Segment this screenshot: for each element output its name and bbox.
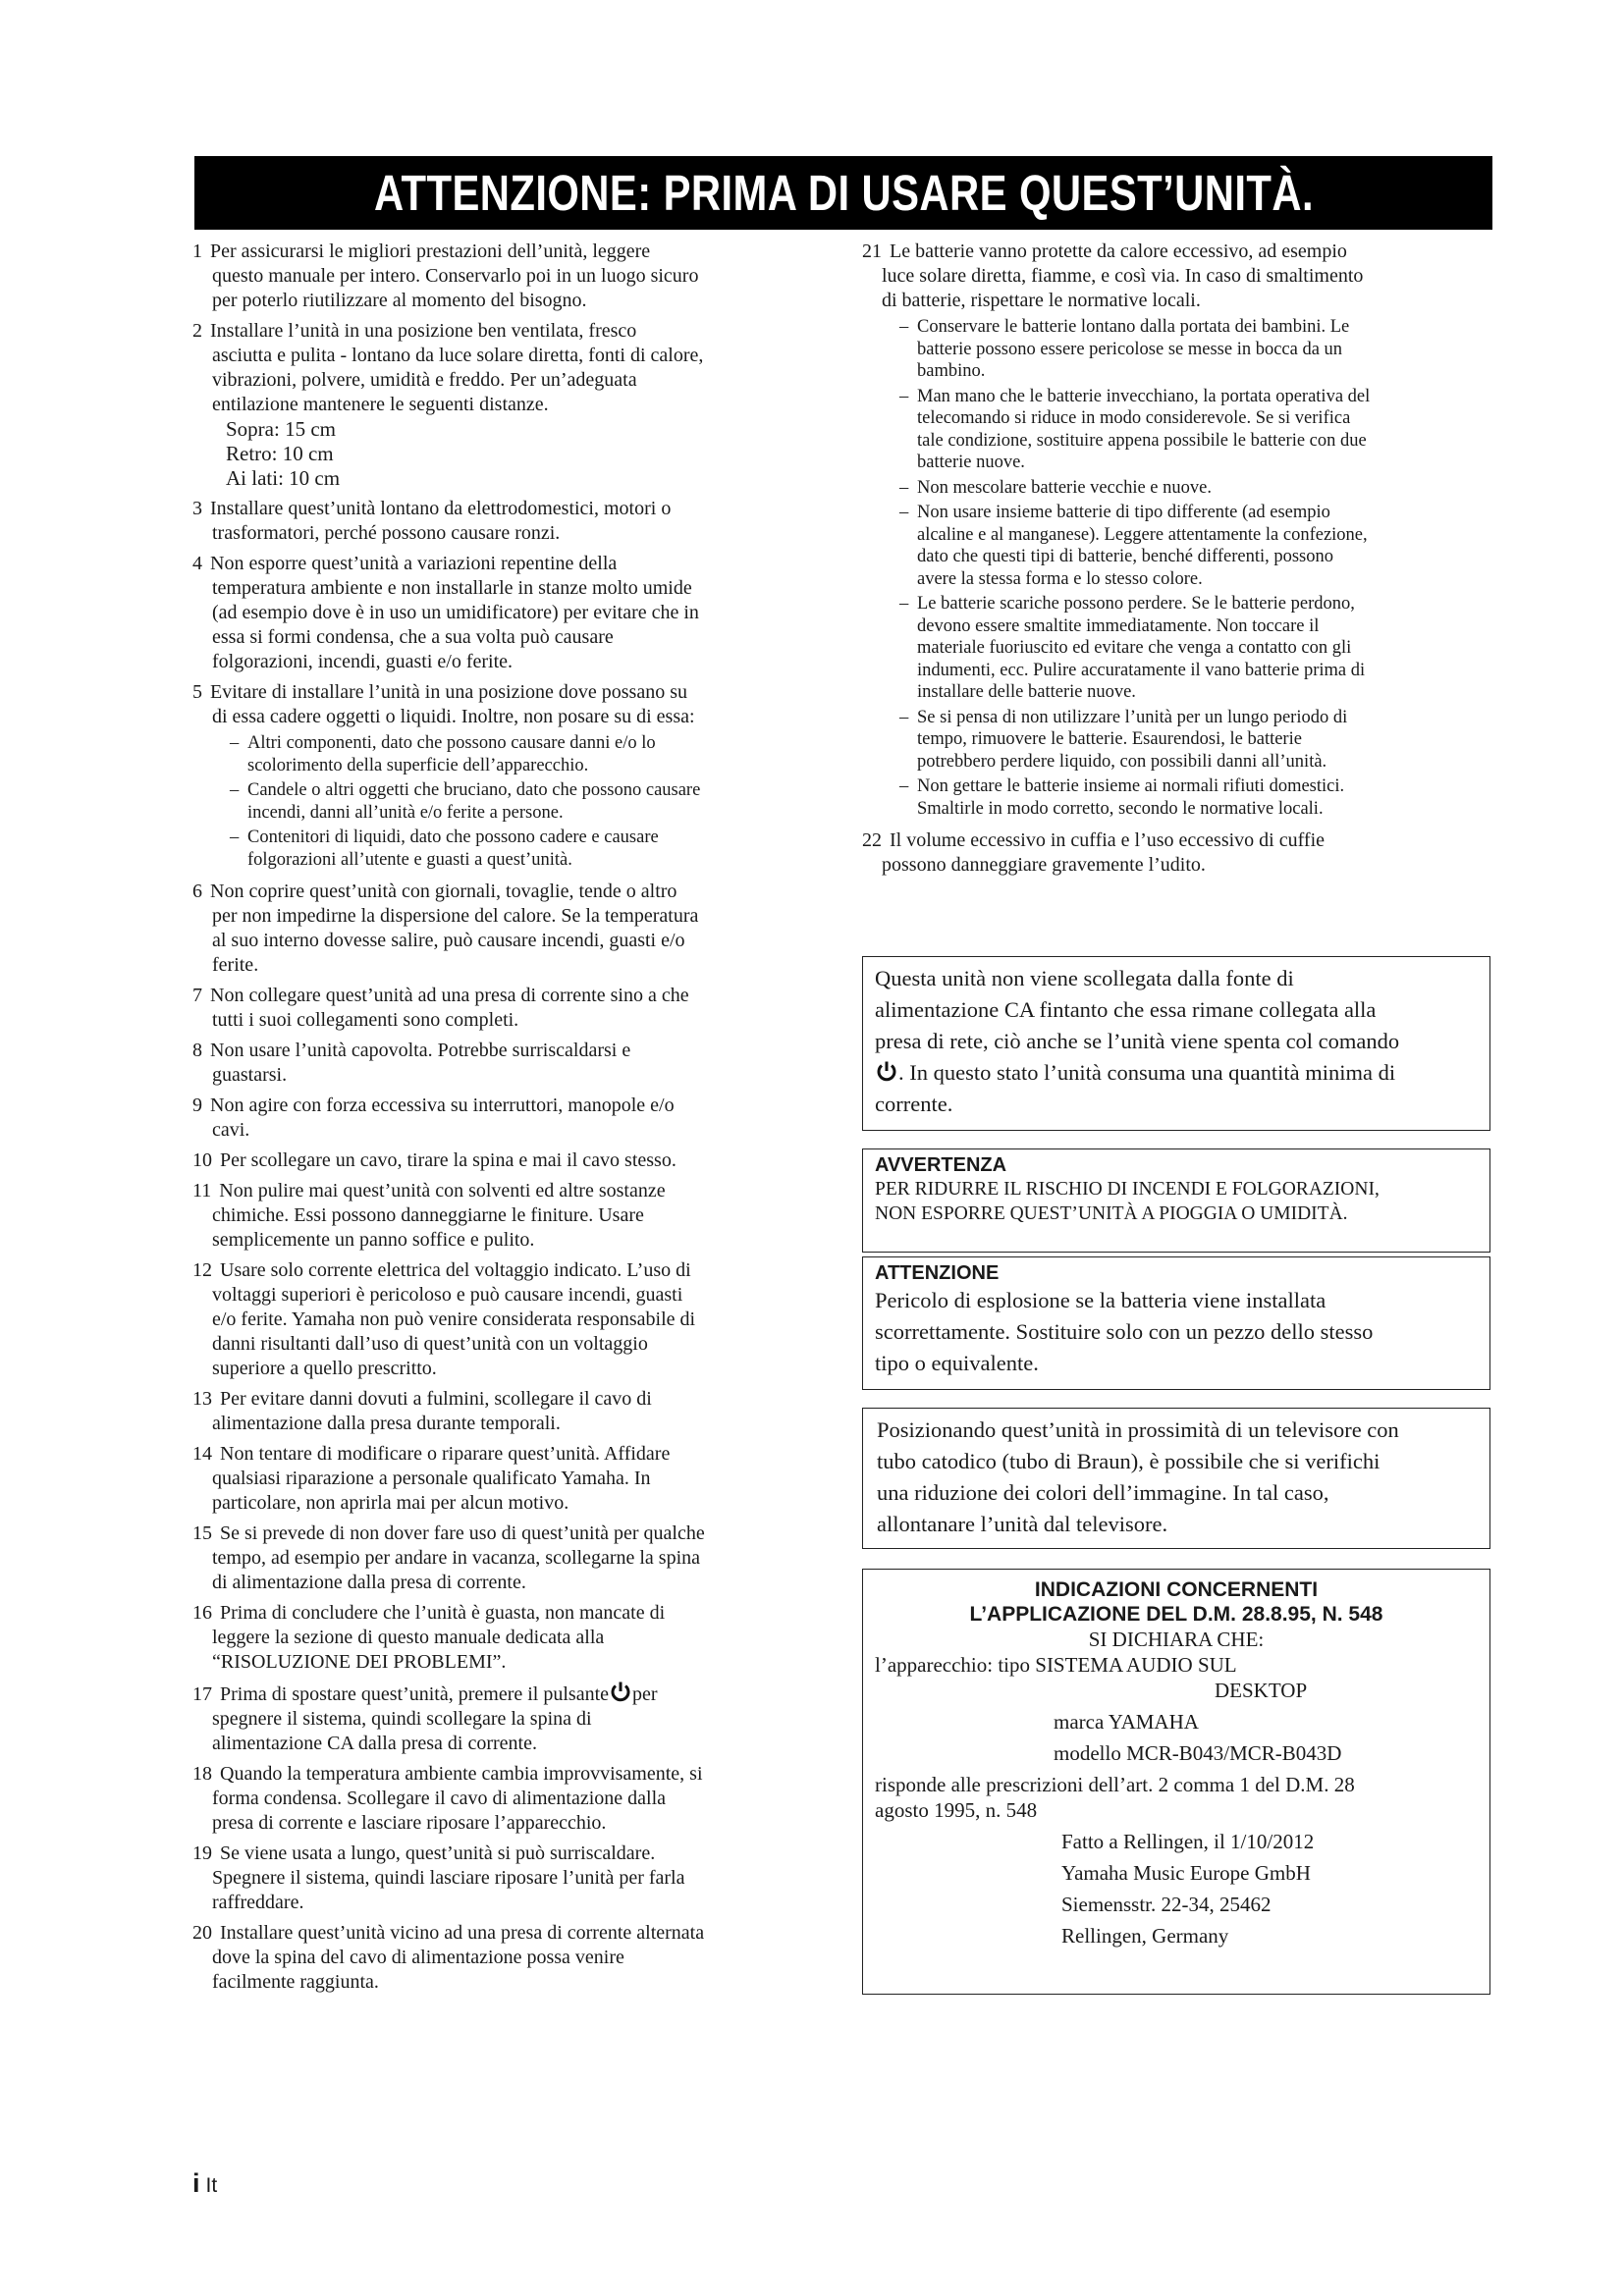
- list-item-number: 21: [862, 240, 882, 262]
- list-item: [192, 1842, 827, 1915]
- list-item-body: [192, 240, 827, 313]
- standby-line-2: alimentazione CA fintanto che essa rimane collegata alla: [875, 997, 1377, 1022]
- page-footer: [192, 2168, 217, 2199]
- list-item-text: Per evitare danni dovuti a fulmini, scollegare il cavo di: [220, 1388, 652, 1410]
- list-item-line: qualsiasi riparazione a personale qualificato Yamaha. In: [212, 1468, 651, 1489]
- list-item-line: [192, 1921, 827, 1946]
- list-item-line: di essa cadere oggetti o liquidi. Inoltre, non posare su di essa:: [212, 706, 695, 727]
- list-item: [192, 552, 827, 674]
- list-item-line: forma condensa. Scollegare il cavo di alimentazione dalla: [212, 1788, 667, 1809]
- list-item-line: questo manuale per intero. Conservarlo poi in un luogo sicuro: [212, 265, 699, 287]
- sub-item-line: scolorimento della superficie dell’apparecchio.: [247, 755, 589, 775]
- list-item-line: [192, 1179, 827, 1203]
- list-item-line: “RISOLUZIONE DEI PROBLEMI”.: [212, 1651, 507, 1673]
- dm-comply-1: risponde alle prescrizioni dell’art. 2 comma 1 del D.M. 28: [875, 1773, 1355, 1796]
- list-item-body: [192, 880, 827, 978]
- list-item-lines: [212, 521, 827, 546]
- list-item-text: Usare solo corrente elettrica del voltaggio indicato. L’uso di: [220, 1259, 691, 1281]
- tv-line-3: una riduzione dei colori dell’immagine. In tal caso,: [877, 1480, 1329, 1505]
- sub-item-line: folgorazioni all’utente e guasti a quest’unità.: [247, 849, 572, 870]
- list-item-number: 8: [192, 1040, 202, 1061]
- tv-line-2: tubo catodico (tubo di Braun), è possibile che si verifichi: [877, 1449, 1380, 1473]
- sub-item-line: Non mescolare batterie vecchie e nuove.: [917, 477, 1212, 498]
- list-item: [192, 1258, 827, 1381]
- list-item-line: trasformatori, perché possono causare ronzi.: [212, 522, 561, 544]
- list-item-line: superiore a quello prescritto.: [212, 1358, 437, 1379]
- list-item-text: Installare quest’unità vicino ad una presa di corrente alternata: [220, 1922, 705, 1944]
- list-item-line: leggere la sezione di questo manuale dedicata alla: [212, 1627, 605, 1648]
- list-item-text: Non agire con forza eccessiva su interruttori, manopole e/o: [210, 1095, 675, 1116]
- list-item-line: [192, 1601, 827, 1626]
- list-item-body: [192, 984, 827, 1033]
- list-item-lines: [212, 344, 827, 417]
- list-item: [192, 1762, 827, 1836]
- list-item-line: presa di corrente e lasciare riposare l’apparecchio.: [212, 1812, 607, 1834]
- sub-item-dash: –: [899, 386, 909, 406]
- sub-item-dash: –: [899, 317, 909, 337]
- list-item-text: Installare quest’unità lontano da elettrodomestici, motori o: [210, 498, 672, 519]
- list-item-line: particolare, non aprirla mai per alcun motivo.: [212, 1492, 569, 1514]
- list-item-lines: [212, 705, 827, 729]
- list-item-lines: [212, 904, 827, 978]
- list-item-text: Se viene usata a lungo, quest’unità si può surriscaldare.: [220, 1842, 656, 1864]
- list-item-body: [192, 1442, 827, 1516]
- list-item-line: facilmente raggiunta.: [212, 1971, 379, 1993]
- list-item-line: Spegnere il sistema, quindi lasciare riposare l’unità per farla: [212, 1867, 685, 1889]
- sub-item-line: Non gettare le batterie insieme ai normali rifiuti domestici.: [917, 776, 1345, 796]
- standby-notice-box: [862, 956, 1490, 1131]
- list-item-line: [192, 240, 827, 264]
- list-item-body: [192, 1842, 827, 1915]
- list-item-line: semplicemente un panno soffice e pulito.: [212, 1229, 535, 1251]
- sub-item-line: Contenitori di liquidi, dato che possono cadere e causare: [247, 828, 659, 847]
- list-item-text: Se si prevede di non dover fare uso di quest’unità per qualche: [220, 1522, 705, 1544]
- list-item: [192, 1442, 827, 1516]
- list-item-text: Non coprire quest’unità con giornali, tovaglie, tende o altro: [210, 881, 677, 902]
- list-item-number: 20: [192, 1922, 212, 1944]
- attenzione-box: [862, 1256, 1490, 1390]
- sub-item-line: dato che questi tipi di batterie, benché differenti, possono: [917, 547, 1334, 566]
- list-item-line: danni risultanti dall’uso di quest’unità con un voltaggio: [212, 1333, 648, 1355]
- list-item-text: Non esporre quest’unità a variazioni repentine della: [210, 553, 618, 574]
- sub-item-dash: –: [899, 776, 909, 796]
- list-item-lines: [212, 1866, 827, 1915]
- sub-item-text: [917, 316, 1490, 383]
- list-item-lines: [212, 1946, 827, 1995]
- list-item-number: 15: [192, 1522, 212, 1544]
- sub-item-line: Non usare insieme batterie di tipo differente (ad esempio: [917, 503, 1330, 522]
- sub-item: [899, 593, 1490, 704]
- list-item-text: Prima di concludere che l’unità è guasta, non mancate di: [220, 1602, 666, 1624]
- list-item-text: Non usare l’unità capovolta. Potrebbe surriscaldarsi e: [210, 1040, 631, 1061]
- page-title-banner: [194, 156, 1492, 230]
- dm-street: Siemensstr. 22-34, 25462: [1061, 1893, 1272, 1916]
- dm-heading-1: INDICAZIONI CONCERNENTI: [1034, 1578, 1319, 1601]
- sub-item-line: tale condizione, sostituire appena possibile le batterie con due: [917, 430, 1367, 451]
- list-item-line: voltaggi superiori è pericoloso e può causare incendi, guasti: [212, 1284, 683, 1306]
- dm-brand: marca YAMAHA: [1054, 1710, 1199, 1734]
- list-item-line: tempo, ad esempio per andare in vacanza, scollegarne la spina: [212, 1547, 701, 1569]
- list-item-number: 18: [192, 1763, 212, 1785]
- list-item-number: 5: [192, 681, 202, 703]
- sub-item-line: Smaltirle in modo corretto, secondo le normative locali.: [917, 798, 1324, 819]
- list-item-lines: [212, 1546, 827, 1595]
- list-item: [192, 880, 827, 978]
- list-item-number: 16: [192, 1602, 212, 1624]
- list-item-text: Le batterie vanno protette da calore eccessivo, ad esempio: [890, 240, 1347, 262]
- list-item-text: Evitare di installare l’unità in una posizione dove possano su: [210, 681, 687, 703]
- list-item-line: entilazione mantenere le seguenti distanze.: [212, 394, 549, 415]
- sub-item-line: installare delle batterie nuove.: [917, 682, 1136, 702]
- sub-item-line: Conservare le batterie lontano dalla portata dei bambini. Le: [917, 317, 1350, 337]
- list-item-lines: [212, 1203, 827, 1253]
- list-item-line: [192, 1762, 827, 1787]
- list-item-line: [192, 497, 827, 521]
- list-item-line: guastarsi.: [212, 1064, 288, 1086]
- list-item: [192, 1094, 827, 1143]
- list-item-line: [192, 1258, 827, 1283]
- sub-item-line: Man mano che le batterie invecchiano, la portata operativa del: [917, 386, 1371, 406]
- tv-line-1: Posizionando quest’unità in prossimità di un televisore con: [877, 1417, 1399, 1442]
- list-item-body: [192, 680, 827, 874]
- sub-item-line: devono essere smaltite immediatamente. Non toccare il: [917, 615, 1320, 636]
- list-item-line: possono danneggiare gravemente l’udito.: [882, 854, 1206, 876]
- sub-item-dash: –: [230, 780, 240, 800]
- sub-item: [899, 316, 1490, 383]
- list-item-line: per poterlo riutilizzare al momento del bisogno.: [212, 290, 587, 311]
- list-item-lines: [882, 264, 1490, 313]
- list-item-number: 3: [192, 498, 202, 519]
- sub-item-text: [917, 477, 1490, 500]
- list-item-line: [192, 1039, 827, 1063]
- sub-item-line: Altri componenti, dato che possono causare danni e/o lo: [247, 733, 656, 753]
- sub-item-dash: –: [899, 707, 909, 727]
- list-item-text: Non collegare quest’unità ad una presa di corrente sino a che: [210, 985, 689, 1006]
- list-item-number: 22: [862, 829, 882, 851]
- list-item-number: 4: [192, 553, 202, 574]
- standby-line-4: . In questo stato l’unità consuma una quantità minima di: [898, 1060, 1396, 1085]
- sub-item-line: materiale fuoriuscito ed evitare che venga a contatto con gli: [917, 638, 1352, 658]
- list-item-number: 10: [192, 1149, 212, 1171]
- list-item-body: [192, 1258, 827, 1381]
- attenzione-line-3: tipo o equivalente.: [875, 1351, 1039, 1375]
- list-item-body: [192, 497, 827, 546]
- distance-line: Sopra: 15 cm: [226, 417, 336, 441]
- list-item-lines: [212, 1467, 827, 1516]
- list-item: [192, 1681, 827, 1756]
- sub-item-text: [917, 593, 1490, 704]
- dm-model: modello MCR-B043/MCR-B043D: [1054, 1741, 1342, 1765]
- distance-line: Retro: 10 cm: [226, 442, 334, 465]
- left-column: [192, 240, 827, 2001]
- avvertenza-box: [862, 1148, 1490, 1253]
- sub-item-line: tempo, rimuovere le batterie. Esaurendosi, le batterie: [917, 729, 1302, 749]
- list-item-line: [192, 880, 827, 904]
- attenzione-heading: ATTENZIONE: [875, 1262, 1000, 1284]
- sub-item-text: [917, 386, 1490, 474]
- list-item: [192, 984, 827, 1033]
- list-item-number: 7: [192, 985, 202, 1006]
- sub-item-line: alcaline e al manganese). Leggere attentamente la confezione,: [917, 524, 1368, 545]
- list-item-number: 17: [192, 1683, 212, 1705]
- list-item: [192, 1387, 827, 1436]
- list-item-number: 2: [192, 320, 202, 342]
- list-item: [192, 240, 827, 313]
- list-item-text: Non tentare di modificare o riparare quest’unità. Affidare: [220, 1443, 671, 1465]
- list-item-body: [192, 319, 827, 491]
- tv-line-4: allontanare l’unità dal televisore.: [877, 1512, 1168, 1536]
- dm-declaration-box: [862, 1569, 1490, 1995]
- list-item-line: cavi.: [212, 1119, 250, 1141]
- list-item-lines: [882, 853, 1490, 878]
- list-item-text: Prima di spostare quest’unità, premere il pulsante: [220, 1683, 610, 1705]
- list-item-lines: [212, 1707, 827, 1756]
- list-item: [192, 1148, 827, 1173]
- sub-item-dash: –: [230, 828, 240, 847]
- list-item-text: Non pulire mai quest’unità con solventi ed altre sostanze: [219, 1180, 666, 1201]
- tv-notice-box: [862, 1408, 1490, 1549]
- list-item-body: [192, 1762, 827, 1836]
- list-item-line: alimentazione CA dalla presa di corrente.: [212, 1733, 537, 1754]
- sub-item-line: avere la stessa forma e lo stesso colore.: [917, 568, 1203, 589]
- list-item-body: [192, 1601, 827, 1675]
- sub-item-line: Le batterie scariche possono perdere. Se le batterie perdono,: [917, 594, 1355, 614]
- list-item-number: 1: [192, 240, 202, 262]
- list-item-line: temperatura ambiente e non installarle in stanze molto umide: [212, 577, 692, 599]
- list-item-line: folgorazioni, incendi, guasti e/o ferite.: [212, 651, 514, 672]
- standby-line-5: corrente.: [875, 1092, 953, 1116]
- list-item-text: per: [632, 1683, 658, 1705]
- list-item-line: alimentazione dalla presa durante temporali.: [212, 1413, 561, 1434]
- list-item-line: chimiche. Essi possono danneggiarne le finiture. Usare: [212, 1204, 644, 1226]
- sub-item-line: telecomando si riduce in modo considerevole. Se si verifica: [917, 408, 1351, 428]
- list-item-text: Per assicurarsi le migliori prestazioni dell’unità, leggere: [210, 240, 651, 262]
- list-item: [192, 1522, 827, 1595]
- sub-item-dash: –: [899, 594, 909, 614]
- list-item-line: [192, 319, 827, 344]
- sub-item-text: [917, 502, 1490, 590]
- standby-line-1: Questa unità non viene scollegata dalla fonte di: [875, 966, 1294, 990]
- sub-item: [230, 732, 827, 776]
- list-item: [192, 1921, 827, 1995]
- list-item-number: 13: [192, 1388, 212, 1410]
- list-item-lines: [212, 1008, 827, 1033]
- list-item-body: [192, 1039, 827, 1088]
- list-item-line: [862, 240, 1490, 264]
- attenzione-line-2: scorrettamente. Sostituire solo con un pezzo dello stesso: [875, 1319, 1374, 1344]
- list-item-lines: [212, 576, 827, 674]
- list-item: [862, 240, 1490, 823]
- list-item-text: Il volume eccessivo in cuffia e l’uso eccessivo di cuffie: [890, 829, 1325, 851]
- list-item-body: [862, 828, 1490, 878]
- list-item-number: 19: [192, 1842, 212, 1864]
- list-item-line: [192, 1148, 827, 1173]
- dm-declare: SI DICHIARA CHE:: [1088, 1628, 1265, 1651]
- list-item-line: [192, 1522, 827, 1546]
- list-item-body: [192, 1387, 827, 1436]
- list-item-line: [192, 552, 827, 576]
- power-icon: [875, 1060, 898, 1084]
- list-item-line: di batterie, rispettare le normative locali.: [882, 290, 1201, 311]
- power-icon: [609, 1681, 632, 1704]
- list-item-line: e/o ferite. Yamaha non può venire considerata responsabile di: [212, 1308, 696, 1330]
- list-item-body: [862, 240, 1490, 823]
- sub-item: [899, 477, 1490, 500]
- list-item-number: 12: [192, 1259, 212, 1281]
- sub-item-text: [917, 707, 1490, 774]
- standby-line-3: presa di rete, ciò anche se l’unità viene spenta col comando: [875, 1029, 1400, 1053]
- list-item-body: [192, 1522, 827, 1595]
- list-item-lines: [212, 1063, 827, 1088]
- list-item-lines: [212, 1412, 827, 1436]
- avvertenza-heading: AVVERTENZA: [875, 1154, 1007, 1176]
- sub-item-dash: –: [899, 477, 909, 498]
- list-item-line: [192, 984, 827, 1008]
- sub-item-line: bambino.: [917, 361, 986, 381]
- list-item-line: [192, 1442, 827, 1467]
- list-item: [192, 319, 827, 491]
- list-item-body: [192, 1921, 827, 1995]
- sub-item: [899, 386, 1490, 474]
- list-item-number: 6: [192, 881, 202, 902]
- page-language: It: [205, 2174, 218, 2197]
- list-item: [862, 828, 1490, 878]
- list-item-line: [192, 1842, 827, 1866]
- list-item-text: Per scollegare un cavo, tirare la spina e mai il cavo stesso.: [220, 1149, 677, 1171]
- list-item: [192, 1601, 827, 1675]
- sub-item: [899, 775, 1490, 820]
- sub-item-line: batterie possono essere pericolose se messe in bocca da un: [917, 339, 1343, 359]
- list-item-body: [192, 1094, 827, 1143]
- avvertenza-line-2: NON ESPORRE QUEST’UNITÀ A PIOGGIA O UMIDITÀ.: [875, 1203, 1348, 1224]
- list-item-lines: [212, 1787, 827, 1836]
- sub-item-dash: –: [230, 733, 240, 753]
- right-column: [862, 240, 1490, 883]
- dm-device-2: DESKTOP: [1215, 1679, 1308, 1702]
- list-item-line: ferite.: [212, 954, 259, 976]
- standby-line-4-wrap: [875, 1057, 1478, 1089]
- sub-item-line: potrebbero perdere liquido, con possibili danni all’unità.: [917, 751, 1327, 772]
- list-item-line: [192, 1387, 827, 1412]
- dm-city: Rellingen, Germany: [1061, 1924, 1229, 1948]
- sub-item-line: indumenti, ecc. Pulire accuratamente il vano batterie prima di: [917, 660, 1366, 680]
- list-item-line: (ad esempio dove è in uso un umidificatore) per evitare che in: [212, 602, 699, 623]
- list-item-number: 14: [192, 1443, 212, 1465]
- list-item-lines: [212, 1626, 827, 1675]
- sub-item: [899, 707, 1490, 774]
- sub-item-text: [917, 775, 1490, 820]
- list-item-number: 9: [192, 1095, 202, 1116]
- list-item-line: tutti i suoi collegamenti sono completi.: [212, 1009, 519, 1031]
- distance-line: Ai lati: 10 cm: [226, 466, 341, 490]
- sub-item-text: [247, 779, 827, 824]
- attenzione-line-1: Pericolo di esplosione se la batteria viene installata: [875, 1288, 1326, 1312]
- list-item-line: di alimentazione dalla presa di corrente.: [212, 1572, 526, 1593]
- list-item-line: [192, 680, 827, 705]
- sub-item: [230, 779, 827, 824]
- list-item-line: [192, 1094, 827, 1118]
- avvertenza-line-1: PER RIDURRE IL RISCHIO DI INCENDI E FOLGORAZIONI,: [875, 1179, 1380, 1200]
- list-item-text: Quando la temperatura ambiente cambia improvvisamente, si: [220, 1763, 703, 1785]
- list-item-body: [192, 1148, 827, 1173]
- sub-item-line: batterie nuove.: [917, 453, 1025, 472]
- list-item: [192, 497, 827, 546]
- list-item-line: asciutta e pulita - lontano da luce solare diretta, fonti di calore,: [212, 345, 704, 366]
- list-item-line: [192, 1681, 827, 1707]
- dm-comply-2: agosto 1995, n. 548: [875, 1798, 1038, 1822]
- sub-item-line: incendi, danni all’unità e/o ferite a persone.: [247, 802, 564, 823]
- list-item: [192, 680, 827, 874]
- sub-item: [899, 502, 1490, 590]
- list-item-body: [192, 1179, 827, 1253]
- sub-item-dash: –: [899, 503, 909, 522]
- page-number: i: [192, 2168, 200, 2198]
- list-item-line: dove la spina del cavo di alimentazione possa venire: [212, 1947, 624, 1968]
- sub-item-text: [247, 732, 827, 776]
- dm-company: Yamaha Music Europe GmbH: [1061, 1861, 1311, 1885]
- list-item: [192, 1039, 827, 1088]
- sub-item-line: Candele o altri oggetti che bruciano, dato che possono causare: [247, 780, 701, 800]
- sub-item: [230, 827, 827, 871]
- list-item-lines: [212, 264, 827, 313]
- list-item-body: [192, 552, 827, 674]
- dm-place: Fatto a Rellingen, il 1/10/2012: [1061, 1830, 1315, 1853]
- list-item-line: per non impedirne la dispersione del calore. Se la temperatura: [212, 905, 699, 927]
- list-item-line: raffreddare.: [212, 1892, 304, 1913]
- list-item-line: vibrazioni, polvere, umidità e freddo. Per un’adeguata: [212, 369, 637, 391]
- sub-item-line: Se si pensa di non utilizzare l’unità per un lungo periodo di: [917, 707, 1348, 727]
- list-item-number: 11: [192, 1180, 212, 1201]
- list-item-lines: [212, 1118, 827, 1143]
- list-item-body: [192, 1681, 827, 1756]
- page-title: ATTENZIONE: PRIMA DI USARE QUEST’UNITÀ.: [373, 165, 1314, 221]
- list-item-line: [862, 828, 1490, 853]
- list-item: [192, 1179, 827, 1253]
- dm-device-1: l’apparecchio: tipo SISTEMA AUDIO SUL: [875, 1653, 1237, 1677]
- dm-heading-2: L’APPLICAZIONE DEL D.M. 28.8.95, N. 548: [969, 1603, 1383, 1626]
- list-item-line: al suo interno dovesse salire, può causare incendi, guasti e/o: [212, 930, 685, 951]
- list-item-lines: [212, 1283, 827, 1381]
- list-item-line: essa si formi condensa, che a sua volta può causare: [212, 626, 614, 648]
- list-item-line: spegnere il sistema, quindi scollegare la spina di: [212, 1708, 592, 1730]
- list-item-line: luce solare diretta, fiamme, e così via. In caso di smaltimento: [882, 265, 1364, 287]
- sub-item-text: [247, 827, 827, 871]
- list-item-text: Installare l’unità in una posizione ben ventilata, fresco: [210, 320, 637, 342]
